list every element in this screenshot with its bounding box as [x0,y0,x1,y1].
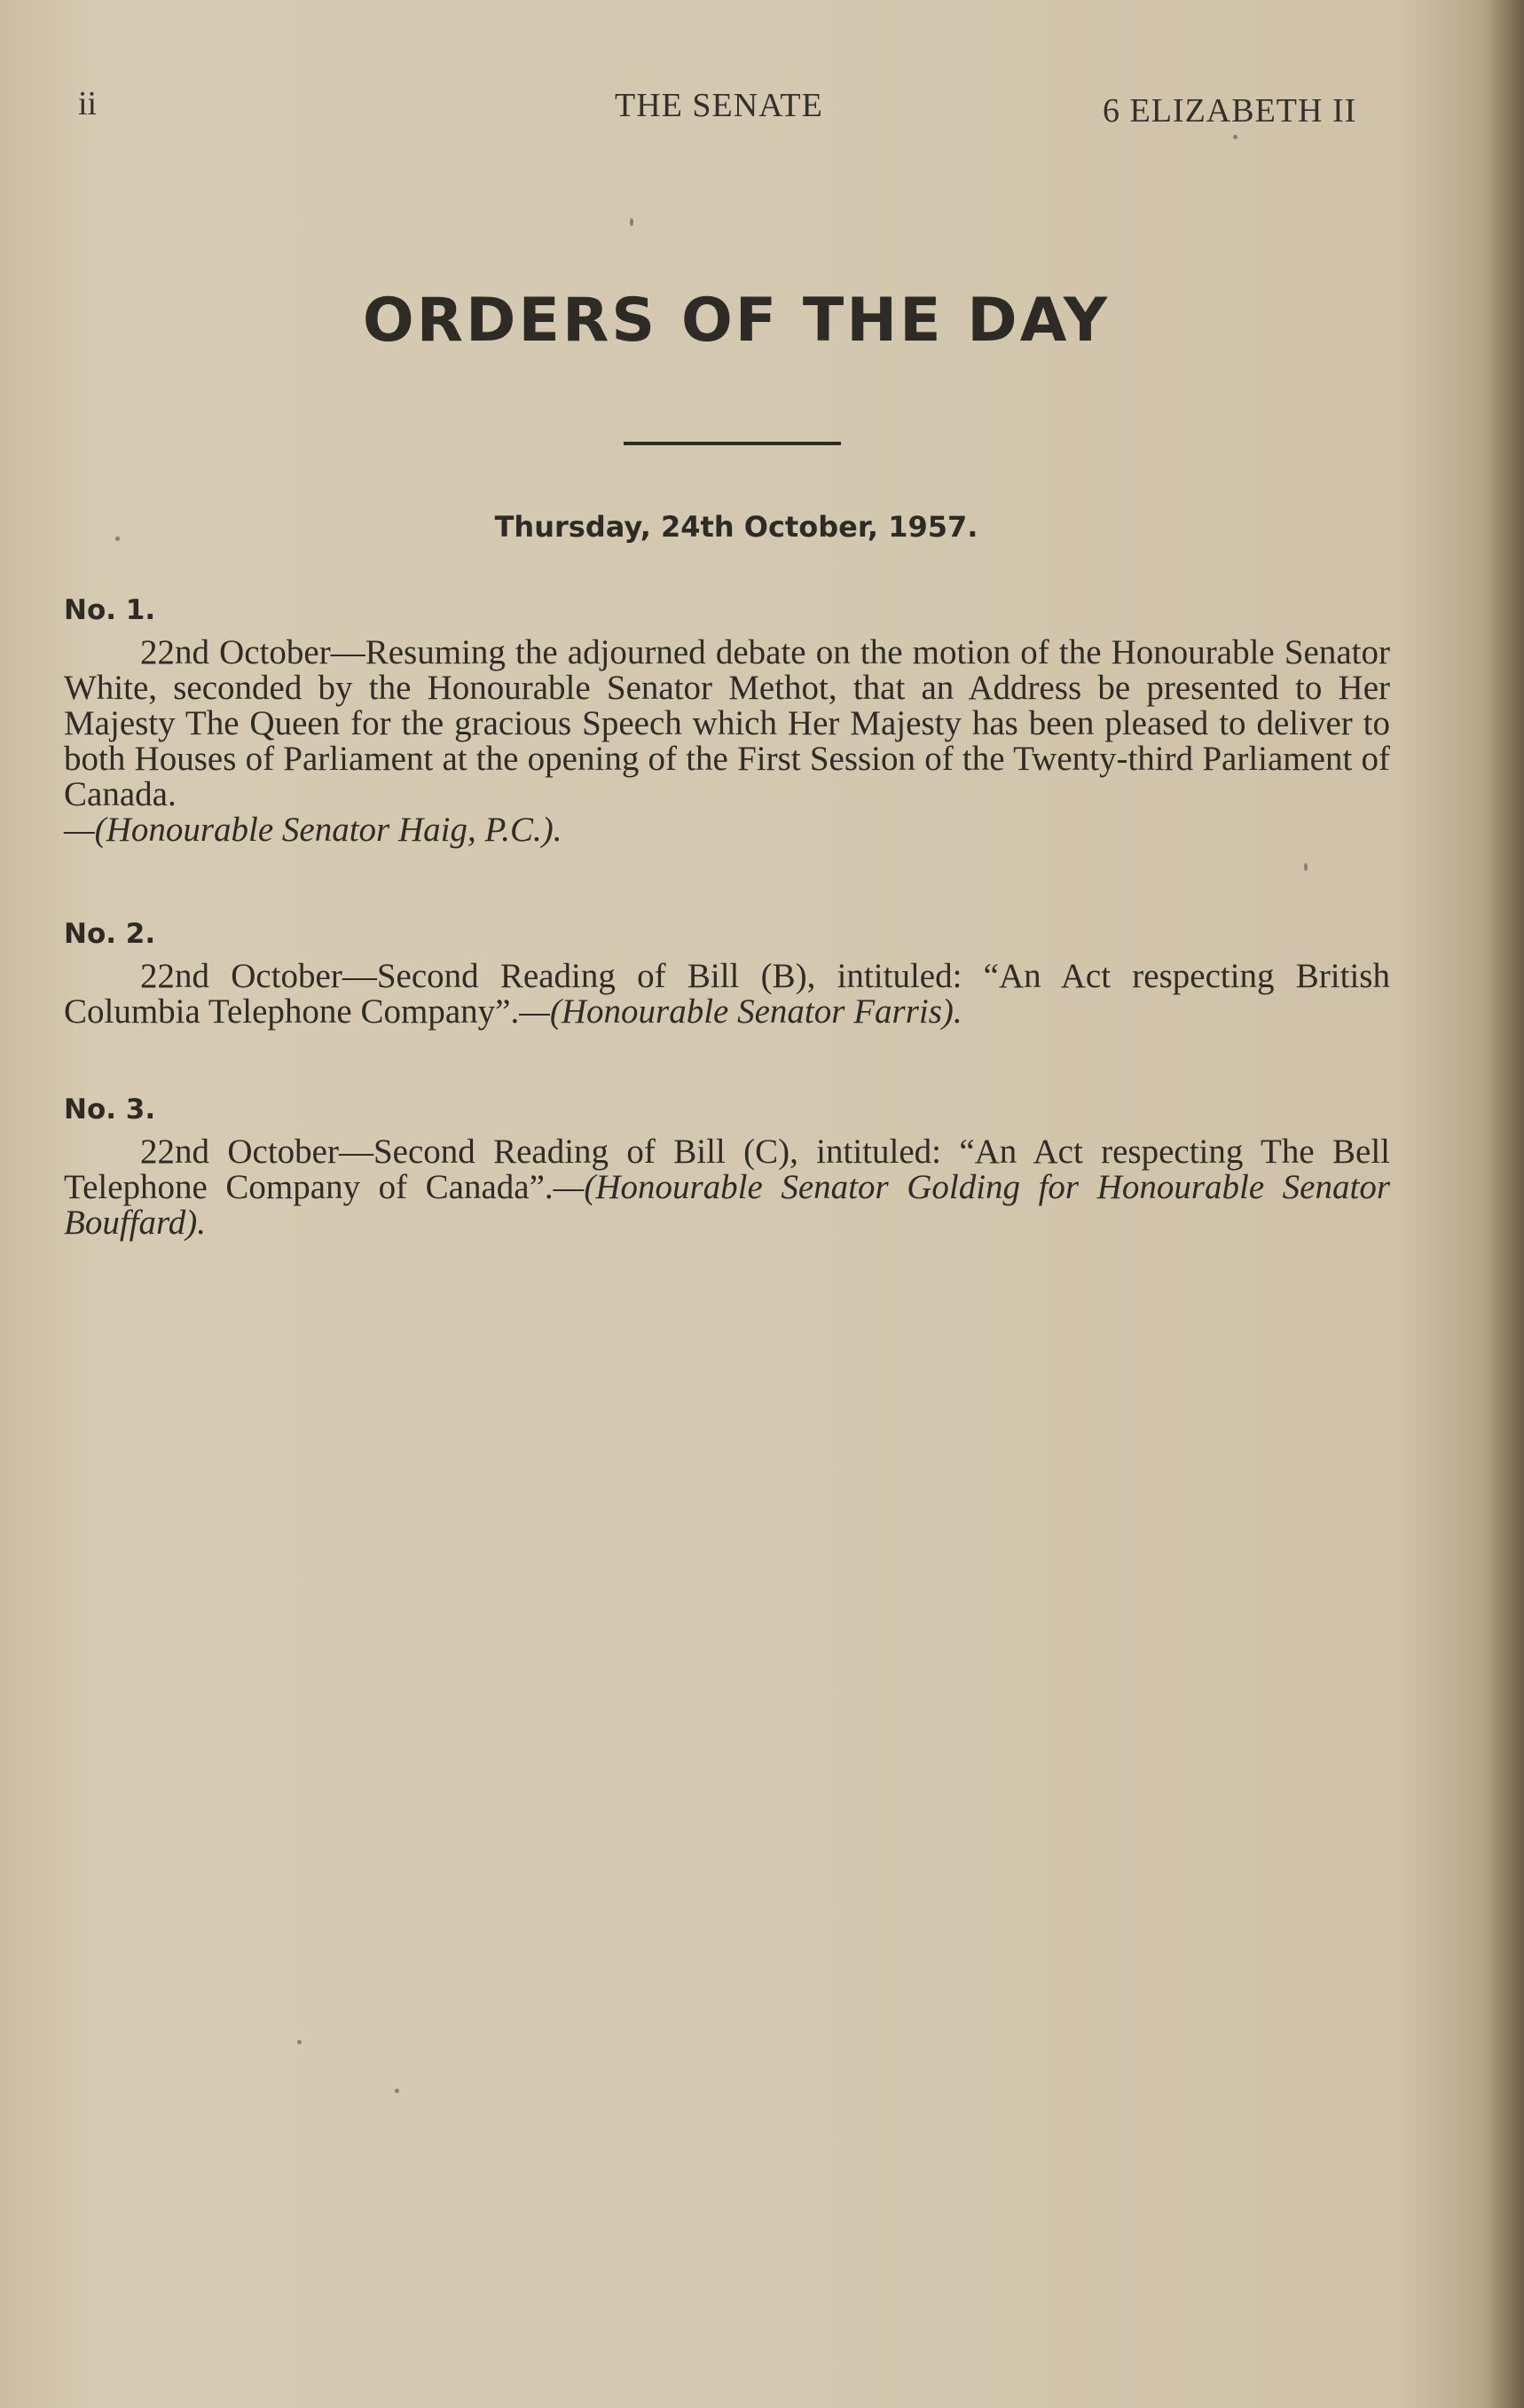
order-sponsor: —(Honourable Senator Haig, P.C.). [64,811,562,849]
order-text-block [64,635,1390,848]
order-number: No. 1. [64,594,156,626]
order-sponsor: —(Honourable Senator Golding for Honourable Senator Bouffard). [64,1168,1391,1242]
sitting-date: Thursday, 24th October, 1957. [494,510,978,544]
order-number: No. 3. [64,1094,156,1126]
order-text: 22nd October—Second Reading of Bill (B), intituled: “An Act respecting British Columbia Telephone Company”. [64,957,1390,1031]
page-header [0,84,1524,137]
order-number: No. 2. [64,918,156,950]
order-item [64,1094,1390,1241]
print-speck [1304,863,1308,871]
running-head: THE SENATE [615,87,823,124]
order-item [64,594,1390,848]
order-text-block [64,959,1390,1030]
order-text-block [64,1134,1390,1241]
title-rule [624,442,841,445]
page-folio: ii [78,85,98,122]
order-sponsor: —(Honourable Senator Farris). [519,992,962,1031]
print-speck [395,2089,399,2093]
page-spine-shadow [1489,0,1524,2408]
print-speck [630,218,633,226]
order-item [64,918,1390,1030]
print-speck [297,2040,302,2044]
page-title: ORDERS OF THE DAY [362,286,1111,356]
order-text: 22nd October—Resuming the adjourned debate on the motion of the Honourable Senator White, seconded by the Honourable Senator Methot, that an Address be presented to Her Majesty The Queen for the gracious Speech which Her Majesty has been pleased to deliver to both Houses of Parliament at the opening of the First Session of the Twenty-third Parliament of Canada. [64,633,1390,813]
order-text: 22nd October—Second Reading of Bill (C), intituled: “An Act respecting The Bell Telephone Company of Canada”. [64,1133,1390,1206]
regnal-year: 6 ELIZABETH II [1103,92,1357,129]
